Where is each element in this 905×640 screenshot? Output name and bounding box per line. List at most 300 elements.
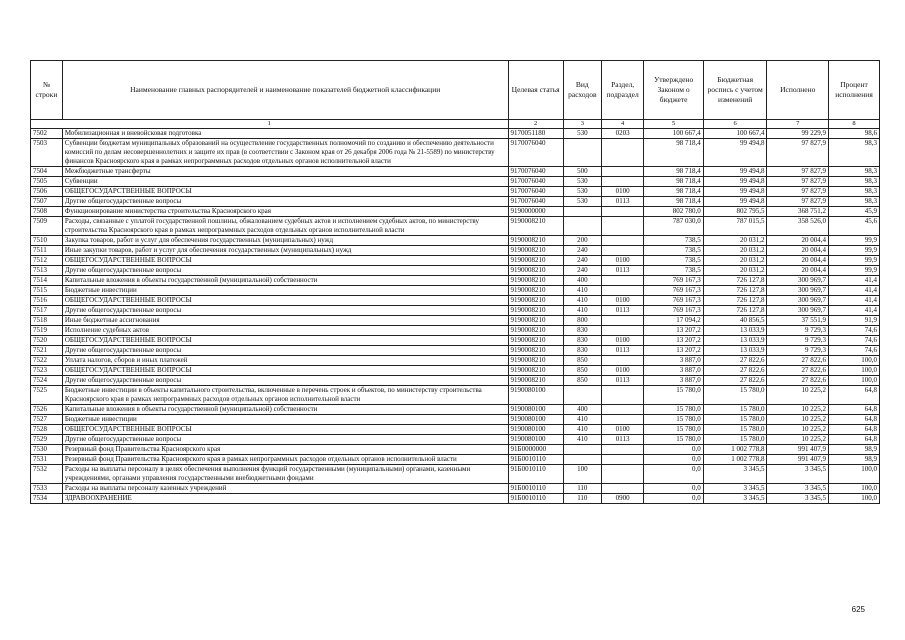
header-section: Раздел, подраздел (601, 61, 643, 120)
executed-amount: 20 004,4 (767, 266, 829, 276)
row-name: Расходы, связанные с уплатой государственной пошлины, обжалованием судебных актов и исполнением судебных актов, по министерству строительства Красноярского края в рамках непрограммных расходов отдельных органов исполнительной власти (62, 217, 508, 236)
row-name: ОБЩЕГОСУДАРСТВЕННЫЕ ВОПРОСЫ (62, 336, 508, 346)
execution-percent: 99,9 (829, 266, 880, 276)
execution-percent: 100,0 (829, 376, 880, 386)
executed-amount: 99 229,9 (767, 129, 829, 139)
approved-amount: 769 167,3 (644, 286, 703, 296)
executed-amount: 27 822,6 (767, 356, 829, 366)
column-number: 5 (644, 120, 703, 129)
schedule-amount: 15 780,0 (703, 425, 767, 435)
executed-amount: 10 225,2 (767, 425, 829, 435)
column-number: 3 (563, 120, 601, 129)
row-name: Иные бюджетные ассигнования (62, 316, 508, 326)
section-code (601, 177, 643, 187)
executed-amount: 3 345,5 (767, 494, 829, 504)
row-name: ОБЩЕГОСУДАРСТВЕННЫЕ ВОПРОСЫ (62, 256, 508, 266)
approved-amount: 13 207,2 (644, 336, 703, 346)
row-name: Капитальные вложения в объекты государственной (муниципальной) собственности (62, 276, 508, 286)
section-code (601, 445, 643, 455)
table-row (31, 386, 880, 405)
section-code (601, 167, 643, 177)
executed-amount: 368 751,2 (767, 207, 829, 217)
target-article: 91Б0010110 (508, 484, 563, 494)
target-article: 9190080100 (508, 405, 563, 415)
row-name: Другие общегосударственные вопросы (62, 197, 508, 207)
expense-kind: 400 (563, 276, 601, 286)
approved-amount: 0,0 (644, 445, 703, 455)
approved-amount: 3 887,0 (644, 356, 703, 366)
row-number: 7505 (31, 177, 63, 187)
expense-kind: 410 (563, 296, 601, 306)
table-row (31, 465, 880, 484)
executed-amount: 27 822,6 (767, 376, 829, 386)
expense-kind (563, 455, 601, 465)
execution-percent: 100,0 (829, 356, 880, 366)
execution-percent: 64,8 (829, 405, 880, 415)
expense-kind: 400 (563, 405, 601, 415)
schedule-amount: 15 780,0 (703, 386, 767, 405)
approved-amount: 98 718,4 (644, 187, 703, 197)
table-row (31, 455, 880, 465)
executed-amount: 27 822,6 (767, 366, 829, 376)
executed-amount: 20 004,4 (767, 246, 829, 256)
target-article: 9190008210 (508, 256, 563, 266)
executed-amount: 991 407,9 (767, 455, 829, 465)
row-name: ЗДРАВООХРАНЕНИЕ (62, 494, 508, 504)
section-code (601, 405, 643, 415)
expense-kind: 800 (563, 316, 601, 326)
schedule-amount: 802 795,5 (703, 207, 767, 217)
executed-amount: 991 407,9 (767, 445, 829, 455)
row-name: Субвенции (62, 177, 508, 187)
execution-percent: 98,3 (829, 167, 880, 177)
target-article: 9190008210 (508, 346, 563, 356)
row-number: 7529 (31, 435, 63, 445)
target-article: 9190008210 (508, 306, 563, 316)
row-name: Мобилизационная и вневойсковая подготовка (62, 129, 508, 139)
section-code (601, 455, 643, 465)
section-code (601, 465, 643, 484)
table-row (31, 207, 880, 217)
target-article: 91Б0000000 (508, 445, 563, 455)
section-code (601, 246, 643, 256)
section-code: 0113 (601, 197, 643, 207)
page-number: 625 (851, 605, 865, 614)
section-code: 0113 (601, 306, 643, 316)
section-code: 0900 (601, 494, 643, 504)
executed-amount: 9 729,3 (767, 326, 829, 336)
row-number: 7509 (31, 217, 63, 236)
table-row (31, 167, 880, 177)
approved-amount: 13 207,2 (644, 326, 703, 336)
row-number: 7508 (31, 207, 63, 217)
row-name: Другие общегосударственные вопросы (62, 435, 508, 445)
schedule-amount: 1 002 778,8 (703, 455, 767, 465)
section-code (601, 207, 643, 217)
row-name: ОБЩЕГОСУДАРСТВЕННЫЕ ВОПРОСЫ (62, 366, 508, 376)
approved-amount: 15 780,0 (644, 425, 703, 435)
target-article: 9190080100 (508, 415, 563, 425)
row-name: Другие общегосударственные вопросы (62, 346, 508, 356)
row-number: 7528 (31, 425, 63, 435)
approved-amount: 787 030,0 (644, 217, 703, 236)
expense-kind: 830 (563, 336, 601, 346)
approved-amount: 0,0 (644, 455, 703, 465)
section-code (601, 326, 643, 336)
approved-amount: 738,5 (644, 266, 703, 276)
approved-amount: 100 667,4 (644, 129, 703, 139)
schedule-amount: 27 822,6 (703, 366, 767, 376)
row-name: Межбюджетные трансферты (62, 167, 508, 177)
row-number: 7524 (31, 376, 63, 386)
expense-kind: 850 (563, 366, 601, 376)
executed-amount: 20 004,4 (767, 236, 829, 246)
approved-amount: 769 167,3 (644, 276, 703, 286)
section-code: 0100 (601, 336, 643, 346)
executed-amount: 3 345,5 (767, 484, 829, 494)
schedule-amount: 13 033,9 (703, 336, 767, 346)
execution-percent: 98,3 (829, 187, 880, 197)
section-code: 0100 (601, 296, 643, 306)
table-row (31, 286, 880, 296)
row-number: 7520 (31, 336, 63, 346)
target-article: 91Б0010110 (508, 455, 563, 465)
expense-kind: 850 (563, 376, 601, 386)
row-number: 7527 (31, 415, 63, 425)
table-row (31, 296, 880, 306)
section-code: 0113 (601, 435, 643, 445)
target-article: 9190080100 (508, 425, 563, 435)
executed-amount: 10 225,2 (767, 415, 829, 425)
row-name: Расходы на выплаты персоналу казенных учреждений (62, 484, 508, 494)
table-row (31, 256, 880, 266)
expense-kind (563, 207, 601, 217)
execution-percent: 64,8 (829, 415, 880, 425)
row-name: Бюджетные инвестиции (62, 286, 508, 296)
section-code: 0113 (601, 376, 643, 386)
executed-amount: 97 827,9 (767, 167, 829, 177)
expense-kind: 410 (563, 306, 601, 316)
table-row (31, 276, 880, 286)
execution-percent: 74,6 (829, 336, 880, 346)
schedule-amount: 726 127,8 (703, 276, 767, 286)
row-number: 7525 (31, 386, 63, 405)
schedule-amount: 20 031,2 (703, 266, 767, 276)
row-name: Субвенции бюджетам муниципальных образований на осуществление государственных полномочий по созданию и обеспечению деятельности комиссий по делам несовершеннолетних и защите их прав (в соответствии с Законом края от 26 декабря 2006 года № 21-5589) по министерству финансов Красноярского края в рамках непрограммных расходов отдельных органов исполнительной власти (62, 139, 508, 167)
row-number: 7511 (31, 246, 63, 256)
row-number: 7516 (31, 296, 63, 306)
section-code: 0113 (601, 266, 643, 276)
target-article: 91Б0010110 (508, 465, 563, 484)
target-article: 9170076040 (508, 187, 563, 197)
executed-amount: 97 827,9 (767, 139, 829, 167)
schedule-amount: 15 780,0 (703, 415, 767, 425)
table-row (31, 415, 880, 425)
row-number: 7517 (31, 306, 63, 316)
row-name: Исполнение судебных актов (62, 326, 508, 336)
schedule-amount: 20 031,2 (703, 246, 767, 256)
approved-amount: 15 780,0 (644, 405, 703, 415)
schedule-amount: 726 127,8 (703, 306, 767, 316)
section-code (601, 316, 643, 326)
table-row (31, 316, 880, 326)
expense-kind (563, 386, 601, 405)
approved-amount: 15 780,0 (644, 415, 703, 425)
approved-amount: 738,5 (644, 246, 703, 256)
schedule-amount: 1 002 778,8 (703, 445, 767, 455)
approved-amount: 3 887,0 (644, 376, 703, 386)
row-number: 7515 (31, 286, 63, 296)
section-code: 0100 (601, 366, 643, 376)
section-code: 0100 (601, 425, 643, 435)
target-article: 9170051180 (508, 129, 563, 139)
table-row (31, 129, 880, 139)
section-code: 0113 (601, 346, 643, 356)
execution-percent: 91,9 (829, 316, 880, 326)
row-number: 7518 (31, 316, 63, 326)
row-name: Другие общегосударственные вопросы (62, 266, 508, 276)
row-name: ОБЩЕГОСУДАРСТВЕННЫЕ ВОПРОСЫ (62, 187, 508, 197)
executed-amount: 9 729,3 (767, 346, 829, 356)
expense-kind: 410 (563, 415, 601, 425)
row-name: Капитальные вложения в объекты государственной (муниципальной) собственности (62, 405, 508, 415)
header-expense-kind: Вид расходов (563, 61, 601, 120)
table-row (31, 139, 880, 167)
row-name: Другие общегосударственные вопросы (62, 306, 508, 316)
approved-amount: 0,0 (644, 494, 703, 504)
schedule-amount: 20 031,2 (703, 256, 767, 266)
executed-amount: 3 345,5 (767, 465, 829, 484)
schedule-amount: 13 033,9 (703, 346, 767, 356)
expense-kind: 110 (563, 484, 601, 494)
expense-kind: 240 (563, 256, 601, 266)
section-code (601, 356, 643, 366)
table-row (31, 236, 880, 246)
header-percent: Процент исполнения (829, 61, 880, 120)
row-name: Закупка товаров, работ и услуг для обеспечения государственных (муниципальных) нужд (62, 236, 508, 246)
schedule-amount: 40 856,5 (703, 316, 767, 326)
row-number: 7533 (31, 484, 63, 494)
section-code (601, 386, 643, 405)
approved-amount: 98 718,4 (644, 167, 703, 177)
executed-amount: 300 969,7 (767, 306, 829, 316)
execution-percent: 98,9 (829, 445, 880, 455)
schedule-amount: 20 031,2 (703, 236, 767, 246)
execution-percent: 98,3 (829, 177, 880, 187)
target-article: 9190008210 (508, 276, 563, 286)
execution-percent: 64,8 (829, 386, 880, 405)
schedule-amount: 100 667,4 (703, 129, 767, 139)
execution-percent: 100,0 (829, 484, 880, 494)
table-row (31, 484, 880, 494)
approved-amount: 98 718,4 (644, 177, 703, 187)
column-number: 7 (767, 120, 829, 129)
target-article: 9170076040 (508, 167, 563, 177)
header-row-number: № строки (31, 61, 63, 120)
row-number: 7504 (31, 167, 63, 177)
execution-percent: 98,3 (829, 139, 880, 167)
approved-amount: 13 207,2 (644, 346, 703, 356)
row-name: ОБЩЕГОСУДАРСТВЕННЫЕ ВОПРОСЫ (62, 296, 508, 306)
target-article: 9190080100 (508, 386, 563, 405)
execution-percent: 45,6 (829, 217, 880, 236)
section-code: 0203 (601, 129, 643, 139)
executed-amount: 97 827,9 (767, 197, 829, 207)
schedule-amount: 99 494,8 (703, 187, 767, 197)
table-row (31, 435, 880, 445)
executed-amount: 10 225,2 (767, 435, 829, 445)
executed-amount: 97 827,9 (767, 187, 829, 197)
row-name: Расходы на выплаты персоналу в целях обеспечения выполнения функций государственными (муниципальными) органами, казенными учреждениями, органами управления государственными внебюджетными фондами (62, 465, 508, 484)
budget-execution-table (30, 60, 880, 504)
schedule-amount: 787 015,5 (703, 217, 767, 236)
table-row (31, 246, 880, 256)
expense-kind: 110 (563, 494, 601, 504)
target-article: 9190008210 (508, 236, 563, 246)
expense-kind (563, 217, 601, 236)
expense-kind: 830 (563, 346, 601, 356)
section-code (601, 217, 643, 236)
schedule-amount: 15 780,0 (703, 435, 767, 445)
row-number: 7513 (31, 266, 63, 276)
header-schedule: Бюджетная роспись с учетом изменений (703, 61, 767, 120)
row-number: 7514 (31, 276, 63, 286)
row-name: Другие общегосударственные вопросы (62, 376, 508, 386)
expense-kind: 410 (563, 425, 601, 435)
target-article: 9190008210 (508, 266, 563, 276)
execution-percent: 98,9 (829, 455, 880, 465)
execution-percent: 98,3 (829, 197, 880, 207)
execution-percent: 99,9 (829, 236, 880, 246)
execution-percent: 98,6 (829, 129, 880, 139)
table-row (31, 197, 880, 207)
column-number: 1 (31, 120, 509, 129)
schedule-amount: 27 822,6 (703, 356, 767, 366)
expense-kind: 530 (563, 177, 601, 187)
column-number: 6 (703, 120, 767, 129)
table-row (31, 326, 880, 336)
table-row (31, 266, 880, 276)
expense-kind: 410 (563, 435, 601, 445)
execution-percent: 41,4 (829, 296, 880, 306)
target-article: 9190008210 (508, 356, 563, 366)
target-article: 9190008210 (508, 217, 563, 236)
target-article: 9190008210 (508, 246, 563, 256)
row-number: 7534 (31, 494, 63, 504)
section-code (601, 484, 643, 494)
expense-kind: 530 (563, 187, 601, 197)
approved-amount: 738,5 (644, 256, 703, 266)
executed-amount: 10 225,2 (767, 386, 829, 405)
expense-kind: 530 (563, 197, 601, 207)
approved-amount: 769 167,3 (644, 296, 703, 306)
target-article: 9190008210 (508, 286, 563, 296)
execution-percent: 74,6 (829, 346, 880, 356)
section-code (601, 276, 643, 286)
expense-kind: 410 (563, 286, 601, 296)
target-article: 9170076040 (508, 177, 563, 187)
schedule-amount: 3 345,5 (703, 494, 767, 504)
approved-amount: 802 780,0 (644, 207, 703, 217)
column-number: 8 (829, 120, 880, 129)
table-row (31, 306, 880, 316)
approved-amount: 0,0 (644, 465, 703, 484)
expense-kind: 200 (563, 236, 601, 246)
row-number: 7503 (31, 139, 63, 167)
target-article: 9190080100 (508, 435, 563, 445)
row-name: ОБЩЕГОСУДАРСТВЕННЫЕ ВОПРОСЫ (62, 425, 508, 435)
expense-kind: 830 (563, 326, 601, 336)
execution-percent: 100,0 (829, 465, 880, 484)
executed-amount: 9 729,3 (767, 336, 829, 346)
expense-kind: 100 (563, 465, 601, 484)
row-number: 7530 (31, 445, 63, 455)
execution-percent: 99,9 (829, 246, 880, 256)
header-executed: Исполнено (767, 61, 829, 120)
column-number: 2 (508, 120, 563, 129)
executed-amount: 300 969,7 (767, 296, 829, 306)
executed-amount: 10 225,2 (767, 405, 829, 415)
row-number: 7506 (31, 187, 63, 197)
row-number: 7512 (31, 256, 63, 266)
table-body (31, 129, 880, 504)
approved-amount: 15 780,0 (644, 386, 703, 405)
approved-amount: 3 887,0 (644, 366, 703, 376)
execution-percent: 64,8 (829, 425, 880, 435)
schedule-amount: 726 127,8 (703, 296, 767, 306)
header-approved: Утверждено Законом о бюджете (644, 61, 703, 120)
execution-percent: 74,6 (829, 326, 880, 336)
execution-percent: 45,9 (829, 207, 880, 217)
schedule-amount: 3 345,5 (703, 465, 767, 484)
schedule-amount: 99 494,8 (703, 177, 767, 187)
approved-amount: 15 780,0 (644, 435, 703, 445)
approved-amount: 98 718,4 (644, 139, 703, 167)
row-name: Резервный фонд Правительства Красноярского края в рамках непрограммных расходов отдельных органов исполнительной власти (62, 455, 508, 465)
table-row (31, 366, 880, 376)
execution-percent: 100,0 (829, 494, 880, 504)
approved-amount: 98 718,4 (644, 197, 703, 207)
target-article: 9190008210 (508, 376, 563, 386)
row-name: Иные закупки товаров, работ и услуг для обеспечения государственных (муниципальных) нужд (62, 246, 508, 256)
row-number: 7510 (31, 236, 63, 246)
header-target-article: Целевая статья (508, 61, 563, 120)
row-number: 7521 (31, 346, 63, 356)
execution-percent: 99,9 (829, 256, 880, 266)
approved-amount: 17 094,2 (644, 316, 703, 326)
row-name: Резервный фонд Правительства Красноярского края (62, 445, 508, 455)
expense-kind: 530 (563, 129, 601, 139)
table-row (31, 177, 880, 187)
section-code: 0100 (601, 256, 643, 266)
approved-amount: 0,0 (644, 484, 703, 494)
target-article: 9190000000 (508, 207, 563, 217)
section-code: 0100 (601, 187, 643, 197)
row-name: Бюджетные инвестиции в объекты капитального строительства, включенные в перечень строек и объектов, по министерству строительства Красноярского края в рамках непрограммных расходов отдельных органов исполнительной власти (62, 386, 508, 405)
table-row (31, 336, 880, 346)
schedule-amount: 3 345,5 (703, 484, 767, 494)
expense-kind: 850 (563, 356, 601, 366)
approved-amount: 738,5 (644, 236, 703, 246)
executed-amount: 97 827,9 (767, 177, 829, 187)
schedule-amount: 99 494,8 (703, 197, 767, 207)
row-number: 7532 (31, 465, 63, 484)
table-row (31, 494, 880, 504)
section-code (601, 286, 643, 296)
table-row (31, 217, 880, 236)
execution-percent: 41,4 (829, 286, 880, 296)
row-name: Бюджетные инвестиции (62, 415, 508, 425)
